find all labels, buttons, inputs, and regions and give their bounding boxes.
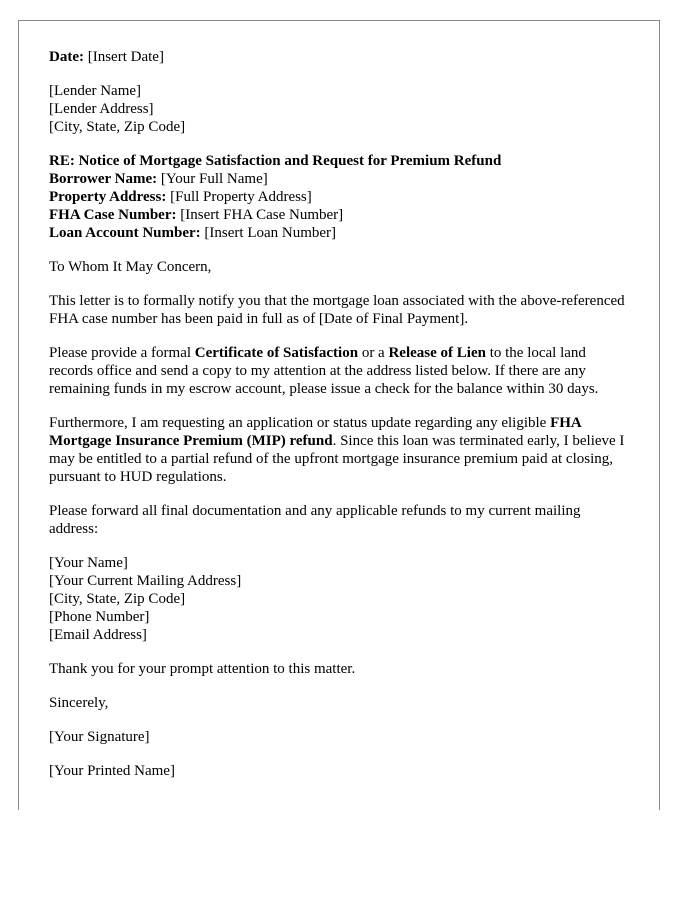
date-line [49,48,631,66]
salutation: To Whom It May Concern, [49,259,212,275]
closing: Sincerely, [49,695,109,711]
sender-phone: [Phone Number] [49,609,150,625]
sender-address: [Your Current Mailing Address] [49,573,242,589]
para2-bold-release: Release of Lien [388,345,486,361]
date-label: Date: [49,49,84,65]
borrower-line [49,170,631,188]
loan-label: Loan Account Number: [49,225,201,241]
para2-text-3: to the local land records office and send a copy to my attention at the address listed below. If there are any remaining funds in my escrow account, please issue a check for the balance within 30 days. [49,345,599,397]
re-subject: RE: Notice of Mortgage Satisfaction and Request for Premium Refund [49,153,502,169]
letter-body [49,48,631,780]
loan-value: [Insert Loan Number] [200,225,337,241]
paragraph-release-request [49,344,631,398]
printed-name: [Your Printed Name] [49,763,175,779]
re-block [49,152,631,242]
sender-email: [Email Address] [49,627,147,643]
thanks-line: Thank you for your prompt attention to this matter. [49,661,356,677]
letter-page [18,20,660,810]
para3-text-1: Furthermore, I am requesting an application or status update regarding any eligible [49,415,551,431]
case-value: [Insert FHA Case Number] [176,207,344,223]
para2-bold-certificate: Certificate of Satisfaction [194,345,359,361]
paragraph-notice: This letter is to formally notify you that the mortgage loan associated with the above-referenced FHA case number has been paid in full as of [Date of Final Payment]. [49,293,625,327]
para3-text-2: . Since this loan was terminated early, I believe I may be entitled to a partial refund of the upfront mortgage insurance premium paid at closing, pursuant to HUD regulations. [49,433,625,485]
case-label: FHA Case Number: [49,207,177,223]
case-line [49,206,631,224]
sender-name: [Your Name] [49,555,128,571]
paragraph-mip-refund [49,414,631,486]
loan-line [49,224,631,242]
lender-block [49,82,631,136]
para2-text-1: Please provide a formal [49,345,195,361]
borrower-label: Borrower Name: [49,171,158,187]
borrower-value: [Your Full Name] [157,171,268,187]
property-line [49,188,631,206]
date-value: [Insert Date] [83,49,164,65]
property-label: Property Address: [49,189,167,205]
signature-placeholder: [Your Signature] [49,729,150,745]
para2-text-2: or a [358,345,389,361]
para3-bold-mip: FHA Mortgage Insurance Premium (MIP) refund [49,415,581,449]
sender-city: [City, State, Zip Code] [49,591,186,607]
lender-address: [Lender Address] [49,101,154,117]
sender-block [49,554,631,644]
paragraph-forward: Please forward all final documentation and any applicable refunds to my current mailing address: [49,503,581,537]
lender-name: [Lender Name] [49,83,142,99]
property-value: [Full Property Address] [166,189,312,205]
lender-city: [City, State, Zip Code] [49,119,186,135]
